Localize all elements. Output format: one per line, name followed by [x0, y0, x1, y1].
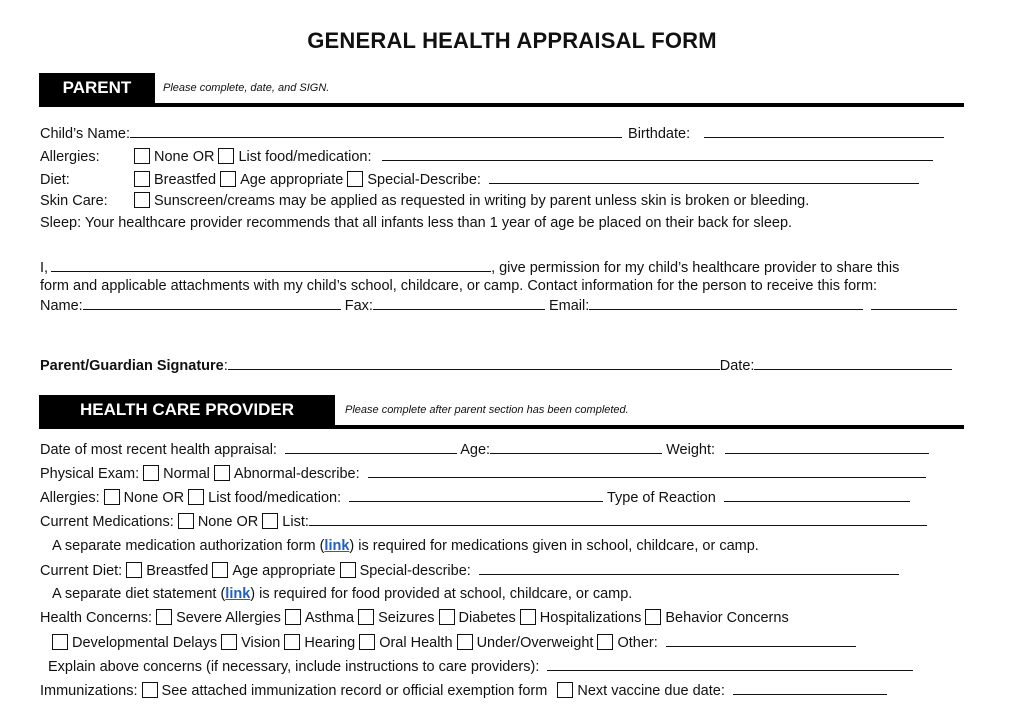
physical-exam-row [40, 464, 926, 483]
concern-developmental-checkbox[interactable] [52, 634, 68, 650]
parent-diet-age-label: Age appropriate [240, 172, 344, 188]
parent-allergies-label: Allergies: [40, 149, 100, 165]
form-title: GENERAL HEALTH APPRAISAL FORM [307, 28, 717, 53]
signature-date-field[interactable] [754, 356, 952, 370]
concern-hospitalizations-checkbox[interactable] [520, 609, 536, 625]
contact-fax-label: Fax: [344, 298, 373, 314]
concern-asthma-label: Asthma [304, 610, 355, 626]
permission-line-2: form and applicable attachments with my child’s school, childcare, or camp. Contact information for the person to receive this form: [40, 278, 878, 294]
contact-extra-field[interactable] [871, 296, 957, 310]
concern-oral-health-label: Oral Health [379, 635, 453, 651]
parent-tab: PARENT [39, 73, 155, 103]
parent-diet-age-checkbox[interactable] [220, 171, 236, 187]
health-concerns-label: Health Concerns: [40, 610, 153, 626]
medications-label: Current Medications: [40, 514, 174, 530]
physical-abnormal-field[interactable] [368, 464, 926, 478]
medications-list-label: List: [282, 514, 309, 530]
signature-colon: : [223, 358, 228, 374]
skin-care-row [40, 192, 809, 210]
age-label: Age: [460, 442, 491, 458]
provider-allergies-row [40, 488, 910, 507]
medications-none-checkbox[interactable] [178, 513, 194, 529]
medication-form-link[interactable]: link [324, 538, 350, 554]
current-diet-field[interactable] [479, 561, 899, 575]
recent-appraisal-field[interactable] [285, 440, 457, 454]
concern-other-field[interactable] [666, 633, 856, 647]
health-concerns-row-2 [40, 633, 856, 652]
current-diet-age-label: Age appropriate [232, 563, 336, 579]
physical-abnormal-label: Abnormal-describe: [233, 466, 360, 482]
current-diet-special-checkbox[interactable] [340, 562, 356, 578]
medications-none-label: None OR [197, 514, 259, 530]
physical-abnormal-checkbox[interactable] [214, 465, 230, 481]
concern-behavior-label: Behavior Concerns [665, 610, 789, 626]
parent-note: Please complete, date, and SIGN. [163, 82, 330, 94]
provider-note: Please complete after parent section has been completed. [345, 404, 629, 416]
contact-email-label: Email: [548, 298, 590, 314]
skin-care-checkbox[interactable] [134, 192, 150, 208]
parent-allergies-field[interactable] [382, 147, 933, 161]
current-diet-label: Current Diet: [40, 563, 123, 579]
provider-allergies-none-checkbox[interactable] [104, 489, 120, 505]
childs-name-field[interactable] [130, 124, 622, 138]
parent-allergies-row [40, 147, 933, 166]
concern-severe-allergies-checkbox[interactable] [156, 609, 172, 625]
current-diet-special-label: Special-describe: [359, 563, 471, 579]
birthdate-field[interactable] [704, 124, 944, 138]
medications-field[interactable] [309, 512, 927, 526]
permission-name-field[interactable] [51, 258, 491, 272]
permission-prefix: I, [40, 260, 49, 276]
signature-field[interactable] [228, 356, 720, 370]
physical-normal-checkbox[interactable] [143, 465, 159, 481]
concern-hearing-checkbox[interactable] [284, 634, 300, 650]
provider-section-header [39, 395, 964, 425]
immunizations-label: Immunizations: [40, 683, 138, 699]
parent-diet-field[interactable] [489, 170, 919, 184]
medication-note-post: ) is required for medications given in school, childcare, or camp. [349, 538, 759, 554]
childs-name-label: Child’s Name: [40, 126, 130, 142]
parent-allergies-list-checkbox[interactable] [218, 148, 234, 164]
concern-hearing-label: Hearing [304, 635, 356, 651]
concern-other-checkbox[interactable] [597, 634, 613, 650]
signature-date-label: Date: [719, 358, 755, 374]
parent-allergies-list-label: List food/medication: [238, 149, 372, 165]
concern-diabetes-checkbox[interactable] [439, 609, 455, 625]
physical-exam-label: Physical Exam: [40, 466, 140, 482]
recent-appraisal-row [40, 440, 929, 459]
birthdate-label: Birthdate: [628, 126, 691, 142]
medications-row [40, 512, 927, 531]
concern-other-label: Other: [617, 635, 658, 651]
reaction-field[interactable] [724, 488, 910, 502]
permission-row [40, 258, 899, 277]
current-diet-age-checkbox[interactable] [212, 562, 228, 578]
current-diet-breastfed-label: Breastfed [146, 563, 209, 579]
explain-label: Explain above concerns (if necessary, include instructions to care providers): [48, 659, 540, 675]
contact-name-label: Name: [40, 298, 83, 314]
diet-statement-link[interactable]: link [225, 586, 251, 602]
parent-allergies-none-label: None OR [154, 149, 215, 165]
parent-diet-special-label: Special-Describe: [367, 172, 481, 188]
concern-vision-checkbox[interactable] [221, 634, 237, 650]
sleep-row [40, 214, 792, 232]
explain-row [48, 657, 913, 676]
parent-diet-breastfed-checkbox[interactable] [134, 171, 150, 187]
concern-behavior-checkbox[interactable] [645, 609, 661, 625]
provider-allergies-list-checkbox[interactable] [188, 489, 204, 505]
concern-oral-health-checkbox[interactable] [359, 634, 375, 650]
skin-care-label: Skin Care: [40, 193, 108, 209]
current-diet-row [40, 561, 899, 580]
signature-row [40, 356, 952, 375]
provider-tab: HEALTH CARE PROVIDER [39, 395, 335, 425]
next-vaccine-checkbox[interactable] [557, 682, 573, 698]
concern-seizures-label: Seizures [378, 610, 435, 626]
skin-care-text: Sunscreen/creams may be applied as requested in writing by parent unless skin is broken or bleeding. [154, 193, 810, 209]
age-field[interactable] [490, 440, 662, 454]
parent-rule [39, 103, 964, 107]
permission-row-2 [40, 277, 877, 295]
parent-diet-row [40, 170, 919, 189]
weight-label: Weight: [666, 442, 716, 458]
contact-row [40, 296, 957, 315]
concern-developmental-label: Developmental Delays [72, 635, 218, 651]
diet-note-pre: A separate diet statement ( [52, 586, 226, 602]
explain-field[interactable] [547, 657, 913, 671]
concern-weight-label: Under/Overweight [476, 635, 594, 651]
parent-diet-label: Diet: [40, 172, 70, 188]
recent-appraisal-label: Date of most recent health appraisal: [40, 442, 277, 458]
diet-note-row [40, 585, 632, 603]
provider-rule [39, 425, 964, 429]
next-vaccine-field[interactable] [733, 681, 887, 695]
contact-email-field[interactable] [589, 296, 863, 310]
current-diet-breastfed-checkbox[interactable] [126, 562, 142, 578]
medication-note-row [40, 537, 759, 555]
weight-field[interactable] [725, 440, 929, 454]
provider-allergies-none-label: None OR [123, 490, 185, 506]
contact-fax-field[interactable] [373, 296, 545, 310]
diet-note-post: ) is required for food provided at school, childcare, or camp. [250, 586, 633, 602]
parent-allergies-none-checkbox[interactable] [134, 148, 150, 164]
immunizations-attached-label: See attached immunization record or official exemption form [161, 683, 548, 699]
concern-severe-allergies-label: Severe Allergies [176, 610, 281, 626]
signature-label: Parent/Guardian Signature [40, 358, 224, 374]
parent-diet-special-checkbox[interactable] [347, 171, 363, 187]
next-vaccine-label: Next vaccine due date: [577, 683, 725, 699]
concern-vision-label: Vision [241, 635, 281, 651]
sleep-text: Sleep: Your healthcare provider recommends that all infants less than 1 year of age be placed on their back for sleep. [40, 215, 793, 231]
concern-asthma-checkbox[interactable] [285, 609, 301, 625]
health-concerns-row [40, 609, 789, 627]
immunizations-attached-checkbox[interactable] [142, 682, 158, 698]
contact-name-field[interactable] [83, 296, 341, 310]
concern-hospitalizations-label: Hospitalizations [539, 610, 642, 626]
reaction-label: Type of Reaction [606, 490, 716, 506]
medication-note-pre: A separate medication authorization form ( [52, 538, 325, 554]
parent-section-header [39, 73, 964, 103]
provider-allergies-list-label: List food/medication: [208, 490, 342, 506]
permission-suffix: , give permission for my child’s healthcare provider to share this [491, 260, 900, 276]
childs-name-row [40, 124, 944, 143]
medications-list-checkbox[interactable] [262, 513, 278, 529]
immunizations-row [40, 681, 887, 700]
provider-allergies-field[interactable] [349, 488, 603, 502]
physical-normal-label: Normal [163, 466, 210, 482]
concern-weight-checkbox[interactable] [457, 634, 473, 650]
concern-diabetes-label: Diabetes [458, 610, 516, 626]
provider-allergies-label: Allergies: [40, 490, 100, 506]
parent-diet-breastfed-label: Breastfed [154, 172, 217, 188]
concern-seizures-checkbox[interactable] [358, 609, 374, 625]
